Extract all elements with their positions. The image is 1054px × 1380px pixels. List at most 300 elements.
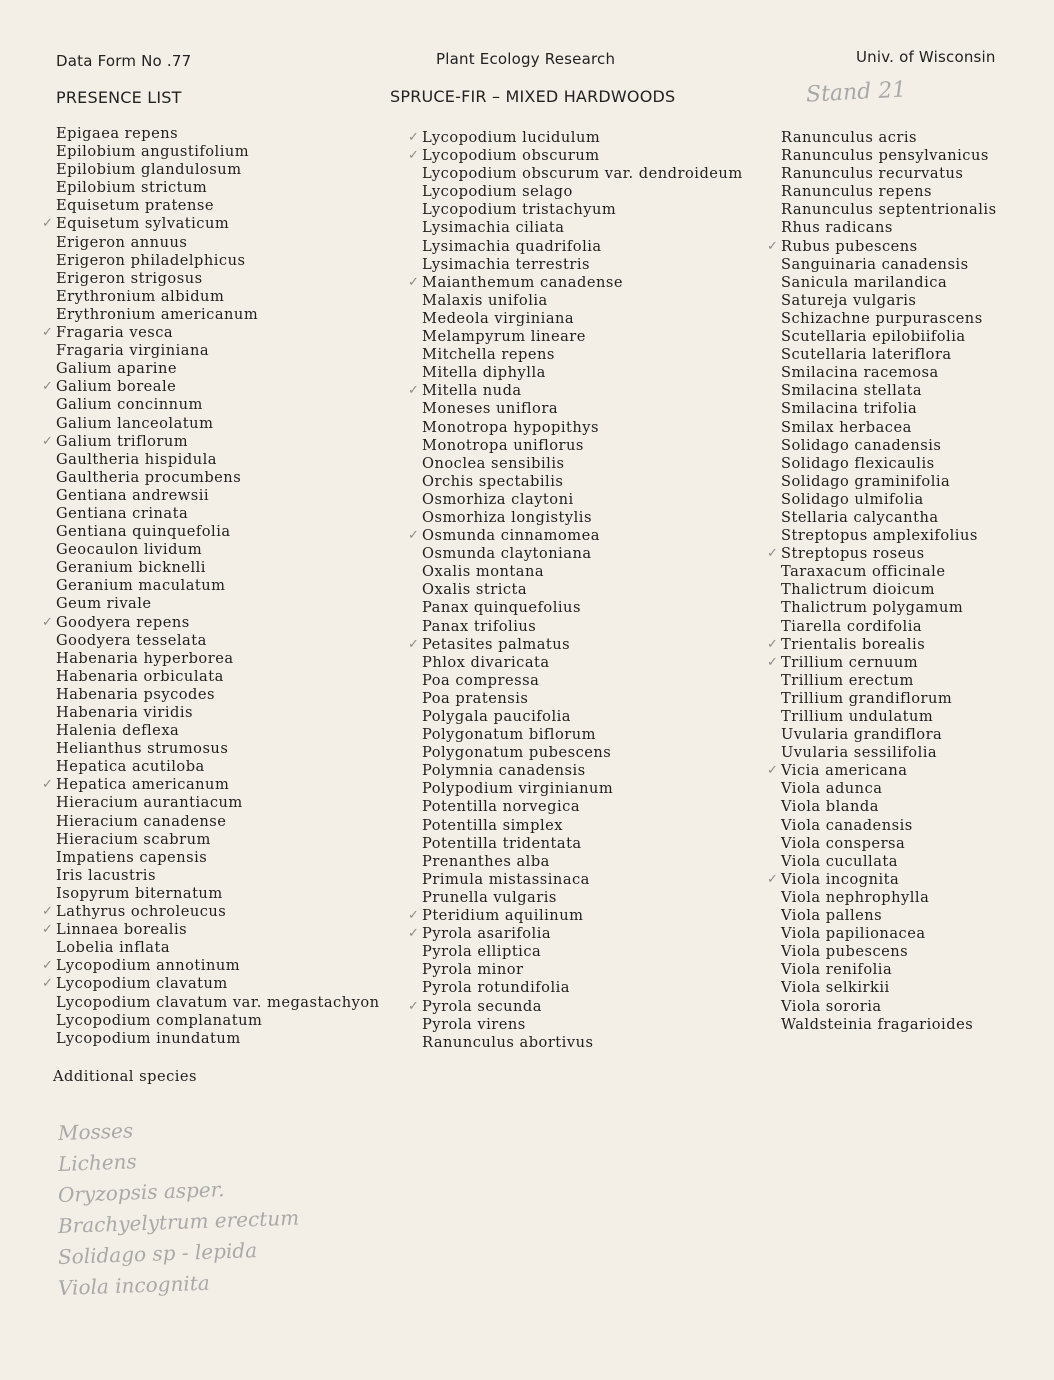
species-item (422, 183, 743, 201)
species-name: Polypodium virginianum (422, 780, 614, 798)
species-item (42, 613, 380, 632)
species-item (56, 994, 380, 1012)
check-mark-icon: ✓ (408, 926, 420, 942)
species-item (781, 437, 997, 455)
species-name: Lycopodium complanatum (56, 1011, 263, 1029)
species-item (56, 813, 380, 831)
species-name: Smilax herbacea (781, 418, 912, 436)
species-name: Equisetum sylvaticum (56, 215, 230, 233)
species-name: Sanguinaria canadensis (781, 255, 969, 273)
species-name: Lathyrus ochroleucus (56, 903, 227, 921)
species-name: Solidago flexicaulis (781, 454, 935, 472)
species-item (56, 632, 380, 650)
species-name: Erigeron strigosus (56, 269, 203, 287)
species-name: Viola papilionacea (781, 925, 926, 943)
species-item (408, 997, 743, 1016)
species-item (42, 432, 380, 451)
species-name: Epilobium angustifolium (56, 143, 250, 161)
species-item (56, 487, 380, 505)
check-mark-icon: ✓ (42, 976, 54, 992)
species-item (56, 650, 380, 668)
species-name: Satureja vulgaris (781, 291, 917, 309)
species-name: Lycopodium tristachyum (422, 201, 617, 219)
species-item (781, 780, 997, 798)
species-name: Ranunculus abortivus (422, 1033, 594, 1051)
species-name: Solidago graminifolia (781, 472, 951, 490)
species-item (42, 903, 380, 921)
species-name: Lobelia inflata (56, 939, 171, 957)
species-item (781, 400, 997, 418)
species-name: Epilobium glandulosum (56, 161, 242, 179)
species-item (781, 527, 997, 545)
species-item (422, 455, 743, 473)
species-name: Erigeron annuus (56, 233, 188, 251)
species-item (781, 201, 997, 219)
species-name: Onoclea sensibilis (422, 454, 565, 472)
species-item (781, 491, 997, 509)
species-name: Viola adunca (781, 780, 883, 798)
species-item (56, 939, 380, 957)
species-name: Uvularia grandiflora (781, 726, 943, 744)
species-item (422, 364, 743, 382)
species-item (781, 129, 997, 147)
species-name: Lysimachia terrestris (422, 255, 591, 273)
species-name: Hieracium aurantiacum (56, 794, 243, 812)
species-name: Solidago ulmifolia (781, 490, 924, 508)
species-name: Viola renifolia (781, 961, 893, 979)
species-item (56, 415, 380, 433)
species-item (422, 545, 743, 563)
species-item (422, 346, 743, 364)
species-name: Fragaria virginiana (56, 342, 210, 360)
species-item (56, 1012, 380, 1030)
species-name: Poa compressa (422, 671, 540, 689)
species-name: Trillium grandiflorum (781, 689, 953, 707)
check-mark-icon: ✓ (42, 325, 54, 341)
species-name: Viola sororia (781, 997, 882, 1015)
species-item (408, 635, 743, 654)
species-name: Trientalis borealis (781, 635, 926, 653)
species-item (781, 292, 997, 310)
species-name: Malaxis unifolia (422, 291, 548, 309)
species-name: Osmorhiza longistylis (422, 508, 592, 526)
species-item (56, 867, 380, 885)
species-name: Moneses uniflora (422, 400, 559, 418)
species-name: Polygonatum biflorum (422, 726, 596, 744)
species-item (408, 907, 743, 925)
species-item (767, 545, 997, 563)
species-name: Solidago canadensis (781, 436, 942, 454)
species-item (781, 907, 997, 925)
species-item (781, 563, 997, 581)
organization-title: Plant Ecology Research (436, 50, 616, 68)
species-item (56, 849, 380, 867)
species-name: Viola pubescens (781, 943, 909, 961)
handwritten-note: Brachyelytrum erectum (57, 1205, 300, 1238)
check-mark-icon: ✓ (42, 904, 54, 920)
species-name: Ranunculus septentrionalis (781, 201, 997, 219)
species-name: Equisetum pratense (56, 197, 214, 215)
species-item (56, 740, 380, 758)
species-item (422, 310, 743, 328)
species-name: Galium aparine (56, 360, 177, 378)
check-mark-icon: ✓ (42, 379, 54, 395)
species-name: Geocaulon lividum (56, 541, 203, 559)
species-item (781, 943, 997, 961)
species-item (781, 817, 997, 835)
species-item (56, 595, 380, 613)
species-item (422, 871, 743, 889)
species-name: Ranunculus pensylvanicus (781, 147, 989, 165)
species-item (408, 147, 743, 165)
species-name: Helianthus strumosus (56, 740, 229, 758)
species-column-1 (42, 125, 380, 1048)
species-name: Trillium undulatum (781, 708, 934, 725)
species-item (781, 690, 997, 708)
university-name: Univ. of Wisconsin (856, 48, 996, 66)
check-mark-icon: ✓ (42, 614, 54, 630)
species-item (56, 668, 380, 686)
species-item (767, 762, 997, 780)
species-name: Mitchella repens (422, 346, 555, 364)
species-item (422, 292, 743, 310)
species-item (781, 835, 997, 853)
species-item (422, 201, 743, 219)
species-item (781, 147, 997, 165)
species-name: Ranunculus recurvatus (781, 165, 964, 183)
species-item (422, 889, 743, 907)
species-item (781, 961, 997, 979)
check-mark-icon: ✓ (408, 998, 420, 1014)
species-name: Halenia deflexa (56, 722, 180, 740)
species-item (42, 921, 380, 939)
species-name: Pteridium aquilinum (422, 907, 584, 925)
species-item (781, 853, 997, 871)
check-mark-icon: ✓ (42, 958, 54, 974)
species-item (422, 762, 743, 780)
species-name: Lycopodium inundatum (56, 1029, 241, 1047)
species-item (781, 346, 997, 364)
species-name: Impatiens capensis (56, 848, 208, 866)
species-name: Taraxacum officinale (781, 563, 946, 581)
check-mark-icon: ✓ (408, 130, 420, 145)
handwritten-note: Viola incognita (57, 1270, 211, 1300)
species-name: Oxalis stricta (422, 581, 528, 599)
species-item (422, 744, 743, 762)
species-column-3 (767, 129, 997, 1034)
species-column-2 (408, 129, 743, 1052)
species-item (56, 252, 380, 270)
species-item (422, 599, 743, 617)
species-item (781, 274, 997, 292)
check-mark-icon: ✓ (767, 546, 779, 562)
species-name: Waldsteinia fragarioides (781, 1015, 974, 1033)
form-number: Data Form No .77 (56, 52, 192, 70)
species-item (422, 437, 743, 455)
species-name: Gentiana quinquefolia (56, 523, 231, 541)
list-title: PRESENCE LIST (56, 88, 182, 107)
species-name: Hieracium scabrum (56, 830, 211, 848)
species-item (408, 382, 743, 400)
species-name: Trillium cernuum (781, 653, 919, 671)
species-item (56, 885, 380, 903)
species-item (422, 798, 743, 816)
species-name: Epigaea repens (56, 125, 179, 142)
species-name: Habenaria psycodes (56, 685, 215, 703)
species-item (56, 451, 380, 469)
species-name: Galium triflorum (56, 432, 189, 450)
species-name: Melampyrum lineare (422, 328, 586, 346)
species-item (781, 798, 997, 816)
species-item (781, 256, 997, 274)
species-item (56, 577, 380, 595)
species-name: Lysimachia ciliata (422, 219, 565, 237)
check-mark-icon: ✓ (408, 908, 420, 924)
species-item (56, 523, 380, 541)
species-name: Petasites palmatus (422, 635, 571, 653)
check-mark-icon: ✓ (408, 274, 420, 290)
handwritten-notes (58, 1118, 299, 1304)
species-name: Scutellaria lateriflora (781, 346, 952, 364)
species-name: Lysimachia quadrifolia (422, 237, 602, 255)
species-item (408, 925, 743, 943)
species-item (767, 237, 997, 256)
handwritten-note: Lichens (57, 1149, 138, 1176)
check-mark-icon: ✓ (408, 383, 420, 399)
species-name: Potentilla norvegica (422, 798, 581, 816)
species-item (422, 817, 743, 835)
species-name: Ranunculus repens (781, 183, 932, 201)
species-item (56, 179, 380, 197)
species-item (422, 835, 743, 853)
check-mark-icon: ✓ (42, 777, 54, 793)
species-item (781, 509, 997, 527)
species-item (56, 288, 380, 306)
species-name: Habenaria orbiculata (56, 667, 224, 685)
species-name: Potentilla tridentata (422, 834, 582, 852)
species-name: Thalictrum dioicum (781, 581, 935, 599)
species-name: Lycopodium clavatum var. megastachyon (56, 993, 380, 1011)
species-name: Lycopodium annotinum (56, 957, 241, 975)
species-item (56, 396, 380, 414)
species-name: Gaultheria procumbens (56, 468, 242, 486)
species-item (422, 1034, 743, 1052)
species-item (422, 238, 743, 256)
species-item (422, 165, 743, 183)
additional-species-label: Additional species (53, 1068, 198, 1085)
species-name: Viola incognita (781, 870, 900, 888)
species-item (422, 581, 743, 599)
species-name: Poa pratensis (422, 689, 529, 707)
species-item (767, 653, 997, 672)
species-item (56, 541, 380, 559)
species-name: Prunella vulgaris (422, 888, 557, 906)
species-name: Viola selkirkii (781, 979, 890, 997)
species-item (781, 419, 997, 437)
species-name: Goodyera tesselata (56, 631, 207, 649)
species-item (781, 310, 997, 328)
species-item (781, 183, 997, 201)
species-name: Rhus radicans (781, 219, 893, 237)
species-name: Gentiana crinata (56, 504, 189, 522)
species-name: Viola canadensis (781, 816, 913, 834)
species-name: Pyrola minor (422, 961, 524, 979)
species-name: Goodyera repens (56, 613, 190, 631)
species-item (422, 1016, 743, 1034)
species-name: Panax trifolius (422, 617, 537, 635)
species-name: Viola conspersa (781, 834, 906, 852)
species-name: Osmunda cinnamomea (422, 527, 600, 545)
species-name: Iris lacustris (56, 866, 156, 884)
species-name: Viola pallens (781, 907, 883, 925)
species-item (422, 672, 743, 690)
check-mark-icon: ✓ (767, 238, 779, 254)
species-name: Thalictrum polygamum (781, 599, 964, 617)
species-name: Prenanthes alba (422, 852, 550, 870)
species-name: Sanicula marilandica (781, 273, 948, 291)
check-mark-icon: ✓ (767, 763, 779, 779)
species-name: Oxalis montana (422, 563, 545, 581)
species-name: Lycopodium clavatum (56, 975, 228, 993)
species-name: Polymnia canadensis (422, 762, 586, 780)
species-name: Erigeron philadelphicus (56, 251, 246, 269)
species-name: Habenaria viridis (56, 704, 194, 721)
species-item (767, 635, 997, 654)
species-item (42, 975, 380, 993)
species-item (781, 382, 997, 400)
species-name: Hepatica acutiloba (56, 758, 205, 776)
species-name: Schizachne purpurascens (781, 309, 983, 327)
species-item (767, 870, 997, 889)
species-item (408, 129, 743, 147)
species-item (56, 161, 380, 179)
species-name: Viola cucullata (781, 852, 898, 870)
check-mark-icon: ✓ (42, 433, 54, 449)
handwritten-note: Oryzopsis asper. (57, 1177, 225, 1207)
species-name: Erythronium americanum (56, 305, 259, 323)
check-mark-icon: ✓ (408, 148, 420, 164)
species-name: Scutellaria epilobiifolia (781, 328, 966, 346)
species-item (422, 509, 743, 527)
species-item (781, 618, 997, 636)
species-item (422, 726, 743, 744)
species-name: Polygala paucifolia (422, 708, 571, 725)
species-name: Geranium maculatum (56, 577, 226, 595)
species-item (56, 469, 380, 487)
species-name: Geranium bicknelli (56, 559, 206, 577)
species-name: Trillium erectum (781, 671, 914, 689)
species-item (422, 219, 743, 237)
species-name: Epilobium strictum (56, 179, 208, 197)
species-name: Galium boreale (56, 378, 177, 396)
species-item (56, 306, 380, 324)
species-item (56, 831, 380, 849)
species-item (56, 197, 380, 215)
species-item (422, 400, 743, 418)
species-item (422, 563, 743, 581)
check-mark-icon: ✓ (767, 636, 779, 652)
species-name: Isopyrum biternatum (56, 884, 223, 902)
check-mark-icon: ✓ (42, 216, 54, 232)
species-item (56, 360, 380, 378)
species-name: Galium concinnum (56, 396, 203, 414)
species-name: Orchis spectabilis (422, 472, 564, 490)
species-name: Rubus pubescens (781, 237, 918, 255)
species-item (56, 125, 380, 143)
handwritten-note: Solidago sp - lepida (57, 1238, 258, 1269)
species-name: Hieracium canadense (56, 812, 227, 830)
species-name: Fragaria vesca (56, 324, 174, 342)
species-item (781, 925, 997, 943)
species-name: Uvularia sessilifolia (781, 744, 938, 762)
species-name: Habenaria hyperborea (56, 649, 234, 667)
species-item (422, 690, 743, 708)
species-item (781, 328, 997, 346)
handwritten-note: Mosses (57, 1118, 134, 1145)
species-name: Galium lanceolatum (56, 414, 214, 432)
species-name: Vicia americana (781, 762, 908, 780)
species-item (56, 270, 380, 288)
species-item (781, 165, 997, 183)
species-item (42, 957, 380, 975)
check-mark-icon: ✓ (408, 636, 420, 652)
species-name: Linnaea borealis (56, 921, 188, 939)
species-name: Geum rivale (56, 595, 152, 613)
species-name: Mitella nuda (422, 382, 522, 400)
species-item (408, 273, 743, 292)
species-name: Mitella diphylla (422, 364, 546, 382)
species-name: Potentilla simplex (422, 816, 563, 834)
species-item (422, 491, 743, 509)
species-item (422, 328, 743, 346)
species-item (56, 342, 380, 360)
species-name: Pyrola elliptica (422, 943, 542, 961)
species-name: Gaultheria hispidula (56, 450, 217, 468)
species-name: Pyrola asarifolia (422, 925, 552, 943)
check-mark-icon: ✓ (767, 871, 779, 887)
species-item (56, 704, 380, 722)
species-name: Pyrola rotundifolia (422, 979, 570, 997)
species-item (781, 581, 997, 599)
species-item (781, 889, 997, 907)
species-item (422, 853, 743, 871)
species-name: Osmorhiza claytoni (422, 490, 574, 508)
species-name: Monotropa hypopithys (422, 418, 600, 436)
species-item (56, 143, 380, 161)
species-name: Gentiana andrewsii (56, 486, 210, 504)
species-name: Phlox divaricata (422, 653, 550, 671)
species-item (408, 527, 743, 545)
species-item (422, 654, 743, 672)
species-name: Hepatica americanum (56, 776, 230, 794)
species-name: Panax quinquefolius (422, 599, 581, 617)
species-name: Pyrola secunda (422, 997, 542, 1015)
species-item (56, 686, 380, 704)
species-item (422, 780, 743, 798)
species-item (56, 234, 380, 252)
species-name: Polygonatum pubescens (422, 744, 612, 762)
species-item (781, 726, 997, 744)
species-name: Primula mistassinaca (422, 870, 590, 888)
species-name: Smilacina stellata (781, 382, 923, 400)
species-item (781, 744, 997, 762)
species-item (422, 708, 743, 726)
species-item (781, 455, 997, 473)
species-name: Viola blanda (781, 798, 879, 816)
species-item (422, 419, 743, 437)
species-name: Streptopus roseus (781, 545, 925, 563)
species-item (56, 794, 380, 812)
